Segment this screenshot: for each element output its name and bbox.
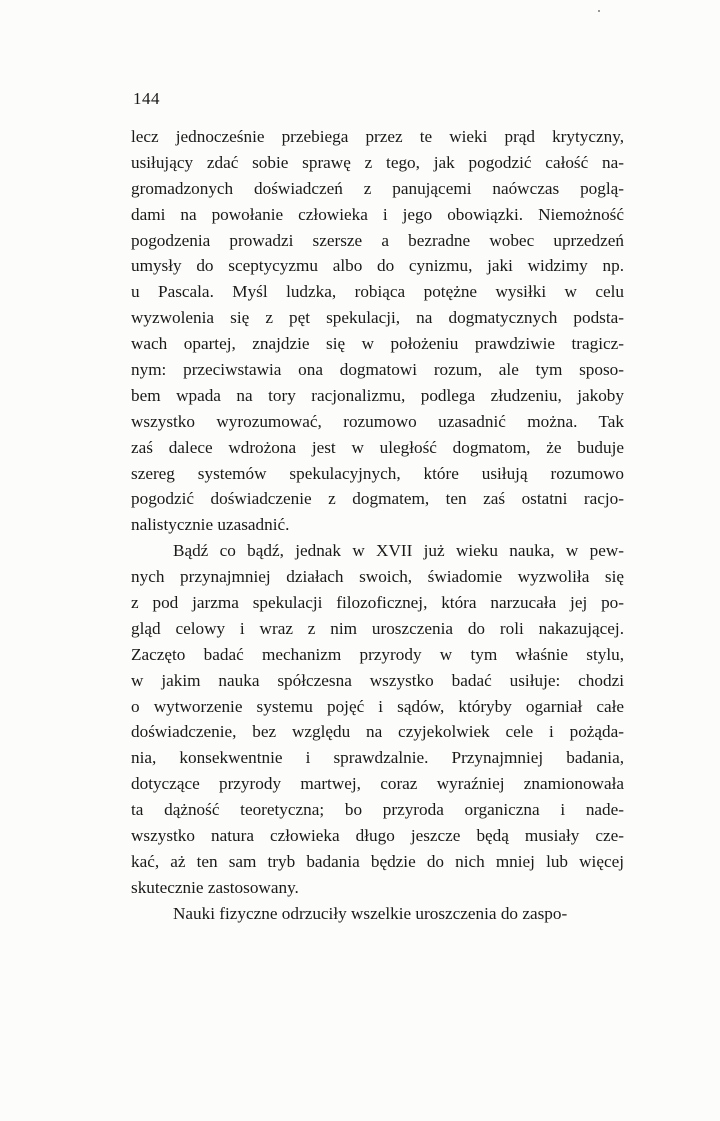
paper-speck bbox=[598, 10, 600, 12]
text-line: umysły do sceptycyzmu albo do cynizmu, jaki widzimy np. bbox=[131, 256, 624, 276]
text-line: nych przynajmniej działach swoich, świadomie wyzwoliła się bbox=[131, 567, 624, 587]
text-line: u Pascala. Myśl ludzka, robiąca potężne wysiłki w celu bbox=[131, 282, 624, 302]
text-line: bem wpada na tory racjonalizmu, podlega złudzeniu, jakoby bbox=[131, 385, 624, 405]
text-line: Zaczęto badać mechanizm przyrody w tym właśnie stylu, bbox=[131, 644, 624, 664]
text-line: zaś dalece wdrożona jest w uległość dogmatom, że buduje bbox=[131, 437, 624, 457]
text-line: nia, konsekwentnie i sprawdzalnie. Przynajmniej badania, bbox=[131, 748, 624, 768]
text-line: pogodzić doświadczenie z dogmatem, ten zaś ostatni racjo- bbox=[131, 489, 624, 509]
paragraph bbox=[131, 124, 624, 538]
text-line: szereg systemów spekulacyjnych, które usiłują rozumowo bbox=[131, 463, 624, 483]
text-line: nym: przeciwstawia ona dogmatowi rozum, ale tym sposo- bbox=[131, 360, 624, 380]
paragraph bbox=[131, 538, 624, 900]
text-line: ta dążność teoretyczna; bo przyroda organiczna i nade- bbox=[131, 800, 624, 820]
text-line: wszystko wyrozumować, rozumowo uzasadnić można. Tak bbox=[131, 411, 624, 431]
text-line: kać, aż ten sam tryb badania będzie do nich mniej lub więcej bbox=[131, 851, 624, 871]
text-line: wszystko natura człowieka długo jeszcze będą musiały cze- bbox=[131, 826, 624, 846]
text-line: skutecznie zastosowany. bbox=[131, 877, 299, 897]
body-text bbox=[131, 124, 624, 927]
text-line: Bądź co bądź, jednak w XVII już wieku nauka, w pew- bbox=[173, 541, 624, 561]
page-number: 144 bbox=[133, 89, 160, 108]
text-line: Nauki fizyczne odrzuciły wszelkie uroszczenia do zaspo- bbox=[173, 903, 568, 923]
paragraph bbox=[131, 901, 624, 927]
text-line: lecz jednocześnie przebiega przez te wieki prąd krytyczny, bbox=[131, 127, 624, 146]
text-line: z pod jarzma spekulacji filozoficznej, która narzucała jej po- bbox=[131, 593, 624, 613]
text-line: wyzwolenia się z pęt spekulacji, na dogmatycznych podsta- bbox=[131, 308, 624, 328]
text-line: dami na powołanie człowieka i jego obowiązki. Niemożność bbox=[131, 204, 624, 224]
text-line: dotyczące przyrody martwej, coraz wyraźniej znamionowała bbox=[131, 774, 624, 794]
text-line: pogodzenia prowadzi szersze a bezradne wobec uprzedzeń bbox=[131, 230, 624, 250]
text-line: gląd celowy i wraz z nim uroszczenia do roli nakazującej. bbox=[131, 618, 624, 638]
text-line: nalistycznie uzasadnić. bbox=[131, 515, 290, 535]
text-line: w jakim nauka spółczesna wszystko badać usiłuje: chodzi bbox=[131, 670, 624, 690]
text-line: o wytworzenie systemu pojęć i sądów, któryby ogarniał całe bbox=[131, 696, 624, 716]
text-line: wach opartej, znajdzie się w położeniu prawdziwie tragicz- bbox=[131, 334, 624, 354]
text-line: doświadczenie, bez względu na czyjekolwiek cele i pożąda- bbox=[131, 722, 624, 742]
text-line: gromadzonych doświadczeń z panującemi naówczas poglą- bbox=[131, 178, 624, 198]
text-line: usiłujący zdać sobie sprawę z tego, jak pogodzić całość na- bbox=[131, 152, 624, 172]
